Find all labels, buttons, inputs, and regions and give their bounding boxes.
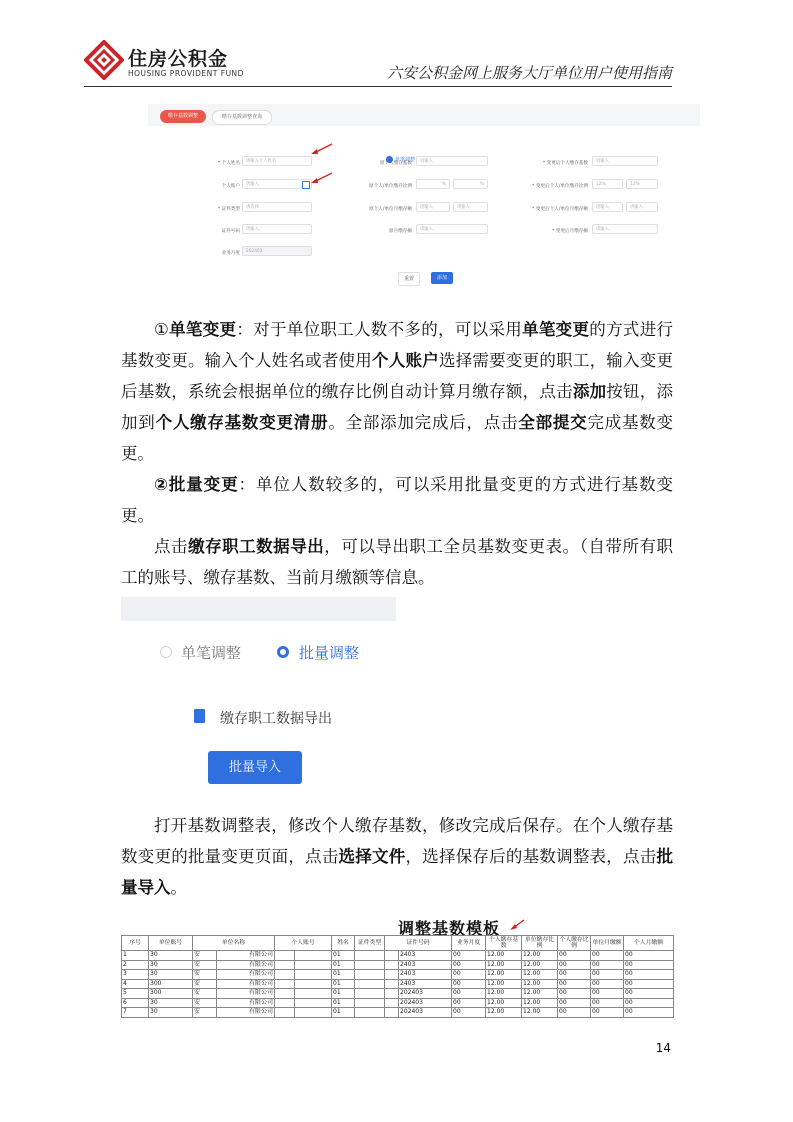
label-new-ratio: * 变更后个人/单位缴存比例 <box>532 184 588 189</box>
table-row <box>122 979 674 989</box>
adjust-base-template-table <box>121 935 674 1018</box>
radio-single-large[interactable] <box>160 646 172 658</box>
table-cell: 00 <box>452 951 486 961</box>
table-cell <box>295 951 332 961</box>
table-cell: 00 <box>591 951 624 961</box>
red-arrow-icon <box>308 171 334 185</box>
table-cell: 安 <box>193 998 217 1008</box>
input-old-ratio-person[interactable]: % <box>416 179 450 189</box>
label-month: 业务月度 <box>221 251 240 256</box>
radio-batch-large-label: 批量调整 <box>299 644 360 662</box>
table-cell <box>385 970 399 980</box>
input-new-monthly-unit[interactable]: 请输入 <box>626 202 658 212</box>
table-cell <box>355 970 385 980</box>
input-old-ratio-unit[interactable]: % <box>453 179 488 189</box>
label-id-type: * 证件类型 <box>217 207 240 212</box>
sheet-title: 调整基数模板 <box>398 919 501 938</box>
table-cell <box>275 1008 295 1018</box>
table-cell: 01 <box>332 960 355 970</box>
table-cell: 12.00 <box>522 989 558 999</box>
table-cell <box>355 979 385 989</box>
table-cell: 3 <box>122 970 149 980</box>
table-cell: 00 <box>624 979 674 989</box>
table-cell: 12.00 <box>522 960 558 970</box>
input-old-total[interactable]: 请输入 <box>416 224 488 234</box>
table-cell: 00 <box>558 979 591 989</box>
input-id-number[interactable]: 请输入 <box>242 224 312 234</box>
table-cell: 2403 <box>399 960 452 970</box>
table-header-row <box>122 936 674 951</box>
table-cell: 00 <box>452 960 486 970</box>
single-change-form-screenshot <box>148 104 700 302</box>
table-cell: 300 <box>149 989 193 999</box>
label-old-total: 原月缴存额 <box>389 229 412 234</box>
paragraph-import: 打开基数调整表，修改个人缴存基数，修改完成后保存。在个人缴存基数变更的批量变更页面，点击选择文件，选择保存后的基数调整表，点击批量导入。 <box>121 816 673 897</box>
table-cell <box>385 1008 399 1018</box>
input-old-monthly-person[interactable]: 请输入 <box>416 202 450 212</box>
input-name[interactable]: 请输入个人姓名 <box>242 156 312 166</box>
label-new-base: * 变更后个人缴存基数 <box>542 161 588 166</box>
table-row <box>122 960 674 970</box>
table-cell: 有限公司 <box>217 970 275 980</box>
table-cell: 有限公司 <box>217 979 275 989</box>
table-cell: 01 <box>332 989 355 999</box>
table-cell: 安 <box>193 1008 217 1018</box>
table-cell: 12.00 <box>486 970 522 980</box>
input-month: 202403 <box>242 246 312 256</box>
label-account: 个人账户 <box>221 184 240 189</box>
paragraph-batch-change: ②批量变更：单位人数较多的，可以采用批量变更的方式进行基数变更。 <box>121 475 673 525</box>
table-cell: 30 <box>149 960 193 970</box>
table-cell: 00 <box>591 998 624 1008</box>
select-id-type[interactable]: 请选择 <box>242 202 312 212</box>
table-cell: 2403 <box>399 970 452 980</box>
col-header: 单位账号 <box>149 936 193 951</box>
table-cell: 12.00 <box>486 998 522 1008</box>
table-cell: 01 <box>332 979 355 989</box>
label-name: * 个人姓名 <box>217 161 240 166</box>
document-title: 六安公积金网上服务大厅单位用户使用指南 <box>386 64 672 82</box>
table-cell: 00 <box>558 951 591 961</box>
red-arrow-icon <box>308 142 334 156</box>
radio-single-label: 单笔调整 <box>395 157 416 163</box>
table-cell: 安 <box>193 960 217 970</box>
table-cell: 安 <box>193 979 217 989</box>
radio-batch-large[interactable] <box>277 646 289 658</box>
table-cell: 300 <box>149 979 193 989</box>
label-old-base: 原个人缴存基数 <box>379 161 412 166</box>
table-cell <box>385 979 399 989</box>
table-cell: 有限公司 <box>217 998 275 1008</box>
input-old-base[interactable]: 请输入 <box>416 156 488 166</box>
table-cell <box>275 951 295 961</box>
table-cell <box>295 998 332 1008</box>
table-cell: 00 <box>452 989 486 999</box>
table-cell: 00 <box>452 998 486 1008</box>
col-header: 单位缴存比例 <box>522 936 558 951</box>
table-cell: 00 <box>558 960 591 970</box>
export-staff-data-link[interactable]: 缴存职工数据导出 <box>220 711 332 727</box>
table-cell <box>355 951 385 961</box>
table-cell: 12.00 <box>486 951 522 961</box>
input-new-total[interactable]: 请输入 <box>592 224 658 234</box>
reset-button[interactable]: 重置 <box>398 272 420 286</box>
table-cell: 12.00 <box>486 960 522 970</box>
table-cell: 00 <box>591 989 624 999</box>
logo-text-cn: 住房公积金 <box>128 48 229 70</box>
input-new-ratio-person[interactable]: 12% <box>592 179 623 189</box>
table-cell: 00 <box>452 979 486 989</box>
table-cell: 7 <box>122 1008 149 1018</box>
table-cell: 00 <box>624 970 674 980</box>
col-header: 证件号码 <box>385 936 452 951</box>
table-cell: 12.00 <box>522 970 558 980</box>
table-cell: 00 <box>452 970 486 980</box>
table-cell: 00 <box>624 989 674 999</box>
input-new-monthly-person[interactable]: 请输入 <box>592 202 623 212</box>
document-icon <box>194 709 205 723</box>
table-cell: 30 <box>149 970 193 980</box>
table-cell: 12.00 <box>522 951 558 961</box>
table-cell: 00 <box>624 960 674 970</box>
col-header: 个人账号 <box>275 936 332 951</box>
label-old-monthly: 原个人/单位月缴存额 <box>369 207 412 212</box>
batch-import-button[interactable]: 批量导入 <box>208 751 302 784</box>
table-row <box>122 970 674 980</box>
label-id-number: 证件号码 <box>221 229 240 234</box>
table-cell: 00 <box>591 960 624 970</box>
table-row <box>122 998 674 1008</box>
table-cell: 00 <box>624 998 674 1008</box>
table-cell <box>295 989 332 999</box>
table-cell <box>275 970 295 980</box>
table-cell: 00 <box>624 951 674 961</box>
table-cell <box>295 970 332 980</box>
header-divider <box>84 86 672 87</box>
input-new-base[interactable]: 请输入 <box>592 156 658 166</box>
table-cell: 12.00 <box>522 979 558 989</box>
table-cell <box>355 1008 385 1018</box>
table-cell <box>275 979 295 989</box>
col-header: 个人缴存比例 <box>559 937 589 949</box>
table-cell <box>295 979 332 989</box>
table-row <box>122 951 674 961</box>
red-arrow-icon <box>508 918 526 932</box>
table-cell: 01 <box>332 970 355 980</box>
table-cell: 00 <box>452 1008 486 1018</box>
table-cell: 00 <box>558 1008 591 1018</box>
table-cell <box>275 998 295 1008</box>
table-cell <box>295 1008 332 1018</box>
table-cell: 2403 <box>399 951 452 961</box>
col-header: 单位名称 <box>193 936 275 951</box>
table-cell <box>275 960 295 970</box>
table-cell: 00 <box>558 970 591 980</box>
table-cell: 6 <box>122 998 149 1008</box>
label-new-total: * 变更后月缴存额 <box>552 229 588 234</box>
select-new-ratio-unit[interactable]: 12% <box>626 179 658 189</box>
table-cell <box>355 998 385 1008</box>
col-header: 业务月度 <box>452 936 486 951</box>
table-cell <box>275 989 295 999</box>
label-old-ratio: 原个人/单位缴存比例 <box>369 184 412 189</box>
col-header: 个人缴存基数 <box>486 936 522 951</box>
tab-base-adjust[interactable]: 缴存基数调整 <box>160 110 206 123</box>
table-cell: 有限公司 <box>217 989 275 999</box>
screenshot-top-bar <box>121 597 396 621</box>
table-cell: 30 <box>149 951 193 961</box>
table-cell: 202403 <box>399 989 452 999</box>
table-cell: 202403 <box>399 1008 452 1018</box>
table-cell: 00 <box>624 1008 674 1018</box>
table-cell: 00 <box>591 970 624 980</box>
table-cell: 5 <box>122 989 149 999</box>
table-cell: 00 <box>591 979 624 989</box>
table-cell <box>355 960 385 970</box>
table-cell: 安 <box>193 970 217 980</box>
paragraph-single-change: ①单笔变更：对于单位职工人数不多的，可以采用单笔变更的方式进行基数变更。输入个人姓名或者使用个人账户选择需要变更的职工，输入变更后基数，系统会根据单位的缴存比例自动计算月缴存额，点击添加按钮，添加到个人缴存基数变更清册。全部添加完成后，点击全部提交完成基数变更。 <box>121 320 674 463</box>
logo-text-en: HOUSING PROVIDENT FUND <box>128 69 244 78</box>
table-cell <box>385 960 399 970</box>
table-cell: 2403 <box>399 979 452 989</box>
table-row <box>122 1008 674 1018</box>
table-cell: 01 <box>332 1008 355 1018</box>
table-cell: 12.00 <box>486 1008 522 1018</box>
table-cell: 安 <box>193 951 217 961</box>
table-cell: 202403 <box>399 998 452 1008</box>
table-cell: 00 <box>591 1008 624 1018</box>
table-cell <box>385 989 399 999</box>
table-cell: 有限公司 <box>217 951 275 961</box>
table-cell: 1 <box>122 951 149 961</box>
col-header: 姓名 <box>332 936 355 951</box>
table-cell <box>385 951 399 961</box>
table-cell: 00 <box>558 998 591 1008</box>
table-cell: 12.00 <box>522 998 558 1008</box>
table-cell: 有限公司 <box>217 960 275 970</box>
col-header: 序号 <box>122 936 149 951</box>
page-number: 14 <box>655 1041 671 1055</box>
radio-single-large-label: 单笔调整 <box>181 644 242 662</box>
label-new-monthly: * 变更后个人/单位月缴存额 <box>532 207 588 212</box>
add-button[interactable]: 添加 <box>431 272 453 284</box>
tab-base-adjust-query[interactable]: 缴存基数调整查询 <box>212 110 272 125</box>
table-cell: 12.00 <box>486 979 522 989</box>
housing-fund-logo-icon <box>84 40 124 80</box>
table-cell: 12.00 <box>486 989 522 999</box>
table-cell: 01 <box>332 951 355 961</box>
table-cell <box>385 998 399 1008</box>
table-cell: 12.00 <box>522 1008 558 1018</box>
table-cell: 4 <box>122 979 149 989</box>
col-header: 个人月缴额 <box>624 936 674 951</box>
input-account[interactable]: 请输入 <box>242 179 312 189</box>
table-cell: 00 <box>558 989 591 999</box>
table-cell: 30 <box>149 998 193 1008</box>
table-cell: 01 <box>332 998 355 1008</box>
table-cell: 2 <box>122 960 149 970</box>
table-row <box>122 989 674 999</box>
table-cell: 安 <box>193 989 217 999</box>
table-cell: 30 <box>149 1008 193 1018</box>
table-cell <box>355 989 385 999</box>
input-old-monthly-unit[interactable]: 请输入 <box>453 202 488 212</box>
table-cell: 有限公司 <box>217 1008 275 1018</box>
paragraph-export: 点击缴存职工数据导出，可以导出职工全员基数变更表。（自带所有职工的账号、缴存基数、当前月缴额等信息。 <box>121 537 674 587</box>
col-header: 证件类型 <box>355 936 385 951</box>
col-header: 单位月缴额 <box>591 936 624 951</box>
table-cell <box>295 960 332 970</box>
